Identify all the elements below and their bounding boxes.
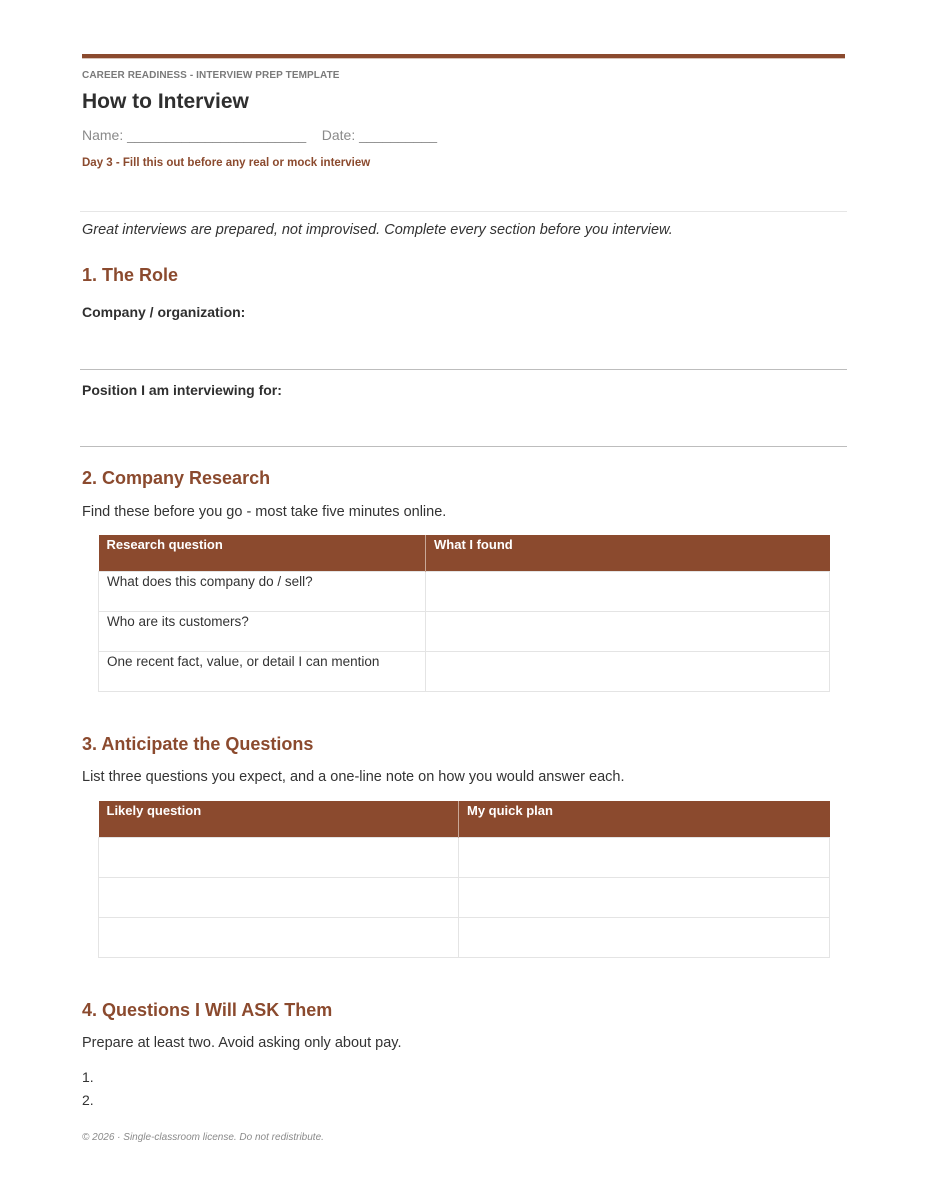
research-question-cell: Who are its customers? (99, 611, 426, 651)
table-row (99, 877, 830, 917)
table-row (99, 837, 830, 877)
column-header: My quick plan (459, 801, 830, 837)
table-header-row (99, 801, 830, 837)
intro-divider (80, 211, 847, 212)
quick-plan-cell[interactable] (459, 917, 830, 957)
company-field-label: Company / organization: (82, 304, 246, 320)
day-note: Day 3 - Fill this out before any real or mock interview (82, 157, 371, 169)
likely-question-cell[interactable] (99, 917, 459, 957)
section-heading-role: 1. The Role (82, 265, 179, 285)
research-answer-cell[interactable] (426, 651, 830, 691)
table-row (99, 571, 830, 611)
research-answer-cell[interactable] (426, 611, 830, 651)
research-answer-cell[interactable] (426, 571, 830, 611)
company-write-line[interactable] (80, 369, 847, 370)
intro-text: Great interviews are prepared, not improvised. Complete every section before you interview. (82, 222, 673, 238)
table-header-row (99, 535, 830, 571)
quick-plan-cell[interactable] (459, 837, 830, 877)
likely-question-cell[interactable] (99, 837, 459, 877)
position-write-line[interactable] (80, 446, 847, 447)
section-heading-anticipate: 3. Anticipate the Questions (82, 734, 314, 754)
quick-plan-cell[interactable] (459, 877, 830, 917)
column-header: Likely question (99, 801, 459, 837)
ask-description: Prepare at least two. Avoid asking only about pay. (82, 1035, 402, 1051)
table-row (99, 917, 830, 957)
table-row (99, 611, 830, 651)
column-header: Research question (99, 535, 426, 571)
anticipate-description: List three questions you expect, and a one-line note on how you would answer each. (82, 769, 625, 785)
page-title: How to Interview (82, 90, 249, 113)
list-item[interactable]: 2. (82, 1092, 94, 1108)
research-table (98, 535, 830, 692)
list-item[interactable]: 1. (82, 1069, 94, 1085)
column-header: What I found (426, 535, 830, 571)
table-row (99, 651, 830, 691)
likely-question-cell[interactable] (99, 877, 459, 917)
header-top-rule-shadow (82, 58, 845, 59)
section-heading-research: 2. Company Research (82, 468, 271, 488)
footer-license: © 2026 · Single-classroom license. Do not redistribute. (82, 1132, 324, 1143)
anticipate-table (98, 801, 830, 958)
position-field-label: Position I am interviewing for: (82, 382, 282, 398)
research-question-cell: What does this company do / sell? (99, 571, 426, 611)
section-heading-ask: 4. Questions I Will ASK Them (82, 1000, 333, 1020)
document-label: CAREER READINESS - INTERVIEW PREP TEMPLATE (82, 70, 340, 81)
research-question-cell: One recent fact, value, or detail I can mention (99, 651, 426, 691)
research-description: Find these before you go - most take five minutes online. (82, 504, 447, 520)
name-date-line[interactable]: Name: _______________________ Date: __________ (82, 127, 437, 143)
